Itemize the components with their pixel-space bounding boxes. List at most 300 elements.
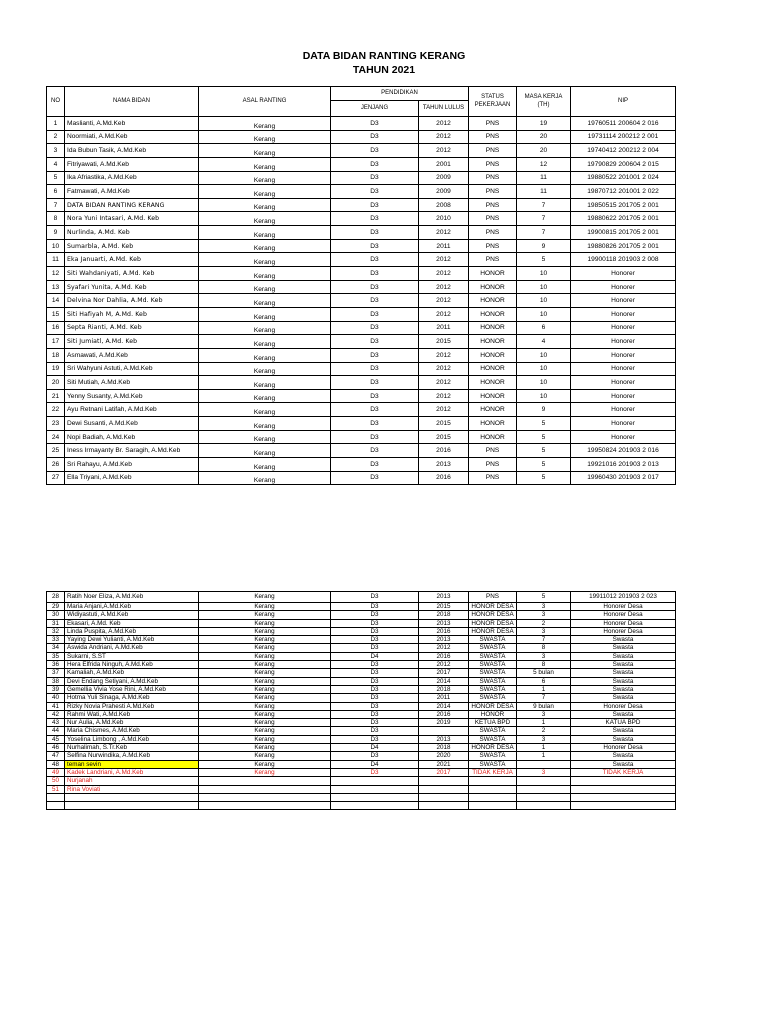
cell-tahun-lulus: 2013 bbox=[419, 636, 469, 644]
cell-nip: 19960430 201903 2 017 bbox=[571, 471, 676, 485]
cell-jenjang: D3 bbox=[331, 430, 419, 444]
cell-masa-kerja: 5 bbox=[517, 430, 571, 444]
cell-tahun-lulus: 2015 bbox=[419, 417, 469, 431]
cell-nama-bidan: Dewi Susanti, A.Md.Keb bbox=[65, 417, 199, 431]
table-row bbox=[47, 677, 676, 685]
cell-asal-ranting: Kerang bbox=[199, 321, 331, 335]
cell-status-pekerjaan: HONOR DESA bbox=[469, 611, 517, 619]
cell-asal-ranting: Kerang bbox=[199, 212, 331, 226]
cell-nama-bidan: Linda Puspita, A.Md.Keb bbox=[65, 627, 199, 635]
cell-masa-kerja: 10 bbox=[517, 376, 571, 390]
cell-nip bbox=[571, 785, 676, 793]
cell-masa-kerja: 20 bbox=[517, 144, 571, 158]
cell-nama-bidan: Siti Mutiah, A.Md.Keb bbox=[65, 376, 199, 390]
cell-masa-kerja: 11 bbox=[517, 171, 571, 185]
cell-jenjang: D3 bbox=[331, 267, 419, 281]
cell-nip: Swasta bbox=[571, 685, 676, 693]
cell-status-pekerjaan: SWASTA bbox=[469, 669, 517, 677]
cell-nip: Honorer bbox=[571, 376, 676, 390]
cell-no: 7 bbox=[47, 198, 65, 212]
table-row bbox=[47, 471, 676, 485]
cell-masa-kerja: 8 bbox=[517, 661, 571, 669]
cell-jenjang: D3 bbox=[331, 661, 419, 669]
cell-no: 9 bbox=[47, 226, 65, 240]
header-nip: NIP bbox=[571, 87, 676, 117]
cell-tahun-lulus: 2012 bbox=[419, 267, 469, 281]
cell-status-pekerjaan: HONOR bbox=[469, 294, 517, 308]
cell-asal-ranting bbox=[199, 801, 331, 809]
cell-jenjang: D4 bbox=[331, 760, 419, 768]
cell-status-pekerjaan: HONOR bbox=[469, 710, 517, 718]
cell-tahun-lulus: 2015 bbox=[419, 430, 469, 444]
cell-no: 15 bbox=[47, 307, 65, 321]
cell-nip: Swasta bbox=[571, 752, 676, 760]
cell-nip: Honorer bbox=[571, 417, 676, 431]
cell-status-pekerjaan bbox=[469, 801, 517, 809]
cell-no: 13 bbox=[47, 280, 65, 294]
cell-status-pekerjaan: HONOR bbox=[469, 376, 517, 390]
cell-masa-kerja: 1 bbox=[517, 685, 571, 693]
header-pendidikan: PENDIDIKAN bbox=[331, 87, 469, 101]
cell-asal-ranting: Kerang bbox=[199, 171, 331, 185]
cell-status-pekerjaan: PNS bbox=[469, 471, 517, 485]
cell-masa-kerja: 3 bbox=[517, 627, 571, 635]
cell-nip: 19921016 201903 2 013 bbox=[571, 458, 676, 472]
cell-nip: Swasta bbox=[571, 710, 676, 718]
cell-no: 25 bbox=[47, 444, 65, 458]
cell-nama-bidan: Sukarni, S.ST bbox=[65, 652, 199, 660]
cell-no: 45 bbox=[47, 735, 65, 743]
cell-status-pekerjaan: SWASTA bbox=[469, 644, 517, 652]
cell-jenjang: D3 bbox=[331, 226, 419, 240]
cell-asal-ranting: Kerang bbox=[199, 376, 331, 390]
cell-status-pekerjaan: HONOR bbox=[469, 417, 517, 431]
table-row bbox=[47, 348, 676, 362]
cell-no: 31 bbox=[47, 619, 65, 627]
cell-asal-ranting: Kerang bbox=[199, 239, 331, 253]
table-row bbox=[47, 603, 676, 611]
cell-jenjang: D3 bbox=[331, 239, 419, 253]
cell-jenjang: D4 bbox=[331, 652, 419, 660]
cell-jenjang: D3 bbox=[331, 321, 419, 335]
cell-asal-ranting: Kerang bbox=[199, 702, 331, 710]
cell-nip: TIDAK KERJA bbox=[571, 768, 676, 776]
cell-status-pekerjaan: HONOR bbox=[469, 403, 517, 417]
cell-masa-kerja: 20 bbox=[517, 130, 571, 144]
cell-masa-kerja: 2 bbox=[517, 727, 571, 735]
cell-jenjang: D3 bbox=[331, 444, 419, 458]
table-row bbox=[47, 226, 676, 240]
cell-asal-ranting: Kerang bbox=[199, 130, 331, 144]
cell-no: 2 bbox=[47, 130, 65, 144]
cell-nip: 19880622 201705 2 001 bbox=[571, 212, 676, 226]
cell-asal-ranting: Kerang bbox=[199, 685, 331, 693]
table-row bbox=[47, 785, 676, 793]
cell-nama-bidan: Eka Januarti, A.Md. Keb bbox=[65, 253, 199, 267]
cell-status-pekerjaan: TIDAK KERJA bbox=[469, 768, 517, 776]
cell-nama-bidan: Ella Triyani, A.Md.Keb bbox=[65, 471, 199, 485]
cell-nip: 19900118 201903 2 008 bbox=[571, 253, 676, 267]
cell-no: 21 bbox=[47, 389, 65, 403]
cell-tahun-lulus: 2011 bbox=[419, 694, 469, 702]
cell-tahun-lulus: 2013 bbox=[419, 592, 469, 603]
cell-tahun-lulus: 2014 bbox=[419, 677, 469, 685]
cell-tahun-lulus: 2017 bbox=[419, 768, 469, 776]
cell-jenjang: D3 bbox=[331, 157, 419, 171]
cell-jenjang: D3 bbox=[331, 592, 419, 603]
table-row bbox=[47, 611, 676, 619]
bidan-table-continued bbox=[46, 591, 676, 810]
cell-nip: Honorer bbox=[571, 362, 676, 376]
cell-no: 24 bbox=[47, 430, 65, 444]
table-row bbox=[47, 212, 676, 226]
cell-status-pekerjaan: PNS bbox=[469, 444, 517, 458]
cell-tahun-lulus: 2016 bbox=[419, 652, 469, 660]
cell-nama-bidan: Kadek Landriani, A.Md.Keb bbox=[65, 768, 199, 776]
cell-jenjang: D3 bbox=[331, 117, 419, 131]
cell-asal-ranting: Kerang bbox=[199, 430, 331, 444]
table-row bbox=[47, 685, 676, 693]
cell-nip: Honorer bbox=[571, 430, 676, 444]
cell-nama-bidan: Siti Jumiatl, A.Md. Keb bbox=[65, 335, 199, 349]
cell-nip bbox=[571, 777, 676, 785]
cell-masa-kerja: 3 bbox=[517, 603, 571, 611]
cell-masa-kerja bbox=[517, 760, 571, 768]
cell-nama-bidan: Ayu Retnani Latifah, A.Md.Keb bbox=[65, 403, 199, 417]
cell-status-pekerjaan: SWASTA bbox=[469, 685, 517, 693]
cell-no: 47 bbox=[47, 752, 65, 760]
cell-tahun-lulus: 2012 bbox=[419, 661, 469, 669]
cell-masa-kerja: 1 bbox=[517, 744, 571, 752]
cell-nip: Honorer bbox=[571, 321, 676, 335]
cell-nama-bidan: Rizky Novia Prahesti A.Md.Keb bbox=[65, 702, 199, 710]
cell-jenjang: D3 bbox=[331, 198, 419, 212]
cell-asal-ranting: Kerang bbox=[199, 157, 331, 171]
cell-no: 4 bbox=[47, 157, 65, 171]
cell-nip: Swasta bbox=[571, 652, 676, 660]
cell-jenjang: D3 bbox=[331, 677, 419, 685]
cell-status-pekerjaan: PNS bbox=[469, 198, 517, 212]
cell-asal-ranting: Kerang bbox=[199, 267, 331, 281]
cell-masa-kerja: 3 bbox=[517, 652, 571, 660]
cell-masa-kerja: 5 bbox=[517, 417, 571, 431]
cell-asal-ranting: Kerang bbox=[199, 362, 331, 376]
cell-tahun-lulus: 2012 bbox=[419, 644, 469, 652]
cell-jenjang: D3 bbox=[331, 619, 419, 627]
table-row bbox=[47, 710, 676, 718]
cell-tahun-lulus: 2011 bbox=[419, 321, 469, 335]
cell-no: 12 bbox=[47, 267, 65, 281]
cell-tahun-lulus: 2012 bbox=[419, 403, 469, 417]
cell-tahun-lulus: 2016 bbox=[419, 627, 469, 635]
cell-jenjang: D3 bbox=[331, 669, 419, 677]
cell-nama-bidan: Nopi Badiah, A.Md.Keb bbox=[65, 430, 199, 444]
cell-jenjang: D3 bbox=[331, 694, 419, 702]
header-no: NO bbox=[47, 87, 65, 117]
cell-jenjang: D3 bbox=[331, 253, 419, 267]
cell-jenjang: D3 bbox=[331, 458, 419, 472]
cell-nip: Honorer Desa bbox=[571, 619, 676, 627]
table-row bbox=[47, 752, 676, 760]
cell-asal-ranting: Kerang bbox=[199, 752, 331, 760]
cell-nip: 19731114 200212 2 001 bbox=[571, 130, 676, 144]
table-row bbox=[47, 335, 676, 349]
cell-no: 20 bbox=[47, 376, 65, 390]
cell-no bbox=[47, 801, 65, 809]
cell-status-pekerjaan: PNS bbox=[469, 185, 517, 199]
cell-tahun-lulus: 2012 bbox=[419, 226, 469, 240]
cell-nama-bidan: Sri Rahayu, A.Md.Keb bbox=[65, 458, 199, 472]
cell-masa-kerja: 10 bbox=[517, 348, 571, 362]
cell-nip: Honorer bbox=[571, 294, 676, 308]
cell-asal-ranting: Kerang bbox=[199, 719, 331, 727]
cell-tahun-lulus: 2008 bbox=[419, 198, 469, 212]
cell-tahun-lulus: 2012 bbox=[419, 117, 469, 131]
cell-jenjang: D3 bbox=[331, 362, 419, 376]
cell-nip: 19880826 201705 2 001 bbox=[571, 239, 676, 253]
table-row bbox=[47, 130, 676, 144]
cell-no: 48 bbox=[47, 760, 65, 768]
cell-masa-kerja: 5 bbox=[517, 592, 571, 603]
table-row bbox=[47, 280, 676, 294]
cell-nip: Honorer Desa bbox=[571, 603, 676, 611]
cell-tahun-lulus: 2012 bbox=[419, 144, 469, 158]
cell-jenjang: D3 bbox=[331, 144, 419, 158]
cell-jenjang: D3 bbox=[331, 644, 419, 652]
table-row bbox=[47, 294, 676, 308]
cell-no: 23 bbox=[47, 417, 65, 431]
cell-tahun-lulus: 2020 bbox=[419, 752, 469, 760]
cell-asal-ranting: Kerang bbox=[199, 458, 331, 472]
cell-nip: 19950824 201903 2 016 bbox=[571, 444, 676, 458]
cell-masa-kerja: 1 bbox=[517, 752, 571, 760]
cell-tahun-lulus: 2011 bbox=[419, 239, 469, 253]
cell-masa-kerja: 8 bbox=[517, 644, 571, 652]
cell-asal-ranting: Kerang bbox=[199, 348, 331, 362]
cell-no: 32 bbox=[47, 627, 65, 635]
cell-nama-bidan: Selfina Nurwindika, A.Md.Keb bbox=[65, 752, 199, 760]
cell-jenjang: D3 bbox=[331, 627, 419, 635]
cell-status-pekerjaan bbox=[469, 777, 517, 785]
cell-masa-kerja: 4 bbox=[517, 335, 571, 349]
cell-status-pekerjaan: HONOR bbox=[469, 362, 517, 376]
cell-tahun-lulus: 2018 bbox=[419, 611, 469, 619]
cell-jenjang: D3 bbox=[331, 752, 419, 760]
cell-asal-ranting: Kerang bbox=[199, 677, 331, 685]
cell-jenjang: D3 bbox=[331, 471, 419, 485]
table-row bbox=[47, 253, 676, 267]
cell-status-pekerjaan: SWASTA bbox=[469, 694, 517, 702]
cell-nama-bidan: Rahmi Wati, A.Md.Keb bbox=[65, 710, 199, 718]
table-row bbox=[47, 185, 676, 199]
header-jenjang: JENJANG bbox=[331, 101, 419, 117]
table-row bbox=[47, 376, 676, 390]
table-row bbox=[47, 652, 676, 660]
cell-no: 33 bbox=[47, 636, 65, 644]
cell-nip: Honorer Desa bbox=[571, 627, 676, 635]
cell-jenjang: D3 bbox=[331, 376, 419, 390]
cell-status-pekerjaan: PNS bbox=[469, 592, 517, 603]
cell-status-pekerjaan bbox=[469, 793, 517, 801]
cell-nip: Honorer bbox=[571, 335, 676, 349]
table-row bbox=[47, 417, 676, 431]
cell-masa-kerja: 3 bbox=[517, 710, 571, 718]
cell-no: 10 bbox=[47, 239, 65, 253]
cell-no: 44 bbox=[47, 727, 65, 735]
cell-jenjang: D3 bbox=[331, 171, 419, 185]
cell-asal-ranting: Kerang bbox=[199, 444, 331, 458]
cell-nama-bidan: Maslianti, A.Md.Keb bbox=[65, 117, 199, 131]
table-row bbox=[47, 702, 676, 710]
cell-tahun-lulus: 2010 bbox=[419, 212, 469, 226]
cell-nama-bidan: Hera Elfrida Ninguh, A.Md.Keb bbox=[65, 661, 199, 669]
cell-asal-ranting: Kerang bbox=[199, 417, 331, 431]
table-row bbox=[47, 458, 676, 472]
cell-asal-ranting: Kerang bbox=[199, 389, 331, 403]
cell-tahun-lulus bbox=[419, 793, 469, 801]
cell-jenjang: D3 bbox=[331, 348, 419, 362]
cell-nip: 19760511 200604 2 016 bbox=[571, 117, 676, 131]
cell-tahun-lulus: 2016 bbox=[419, 471, 469, 485]
cell-asal-ranting: Kerang bbox=[199, 760, 331, 768]
cell-nama-bidan: Nurlinda, A.Md. Keb bbox=[65, 226, 199, 240]
cell-no: 8 bbox=[47, 212, 65, 226]
cell-tahun-lulus: 2012 bbox=[419, 253, 469, 267]
cell-no: 46 bbox=[47, 744, 65, 752]
cell-nama-bidan: Nora Yuni Intasari, A.Md. Keb bbox=[65, 212, 199, 226]
cell-jenjang: D3 bbox=[331, 417, 419, 431]
table-row bbox=[47, 719, 676, 727]
cell-status-pekerjaan: HONOR DESA bbox=[469, 627, 517, 635]
table-row bbox=[47, 117, 676, 131]
cell-no: 26 bbox=[47, 458, 65, 472]
cell-masa-kerja: 5 bbox=[517, 444, 571, 458]
document-subtitle: TAHUN 2021 bbox=[352, 64, 416, 76]
cell-no: 28 bbox=[47, 592, 65, 603]
cell-jenjang bbox=[331, 793, 419, 801]
table-row bbox=[47, 321, 676, 335]
cell-asal-ranting: Kerang bbox=[199, 735, 331, 743]
cell-asal-ranting bbox=[199, 777, 331, 785]
cell-no: 22 bbox=[47, 403, 65, 417]
cell-jenjang: D4 bbox=[331, 744, 419, 752]
cell-status-pekerjaan: HONOR bbox=[469, 430, 517, 444]
table-row bbox=[47, 627, 676, 635]
cell-no: 49 bbox=[47, 768, 65, 776]
cell-jenjang: D3 bbox=[331, 185, 419, 199]
cell-nama-bidan: Septa Rianti, A.Md. Keb bbox=[65, 321, 199, 335]
cell-masa-kerja: 10 bbox=[517, 389, 571, 403]
cell-asal-ranting: Kerang bbox=[199, 744, 331, 752]
cell-masa-kerja: 9 bbox=[517, 239, 571, 253]
cell-no: 38 bbox=[47, 677, 65, 685]
cell-no: 5 bbox=[47, 171, 65, 185]
cell-nip: 19911012 201903 2 023 bbox=[571, 592, 676, 603]
cell-tahun-lulus: 2017 bbox=[419, 669, 469, 677]
table-row bbox=[47, 430, 676, 444]
cell-jenjang bbox=[331, 801, 419, 809]
table-row bbox=[47, 735, 676, 743]
cell-tahun-lulus: 2016 bbox=[419, 710, 469, 718]
cell-no: 34 bbox=[47, 644, 65, 652]
cell-asal-ranting: Kerang bbox=[199, 185, 331, 199]
cell-jenjang: D3 bbox=[331, 768, 419, 776]
cell-masa-kerja: 10 bbox=[517, 307, 571, 321]
cell-tahun-lulus: 2018 bbox=[419, 744, 469, 752]
cell-nama-bidan: Nurhalimah, S.Tr.Keb bbox=[65, 744, 199, 752]
table-row bbox=[47, 661, 676, 669]
cell-tahun-lulus: 2018 bbox=[419, 685, 469, 693]
cell-jenjang: D3 bbox=[331, 603, 419, 611]
table-row bbox=[47, 171, 676, 185]
cell-asal-ranting: Kerang bbox=[199, 403, 331, 417]
cell-nip: Honorer bbox=[571, 348, 676, 362]
cell-asal-ranting: Kerang bbox=[199, 611, 331, 619]
cell-masa-kerja: 7 bbox=[517, 212, 571, 226]
cell-nip: Swasta bbox=[571, 644, 676, 652]
cell-jenjang: D3 bbox=[331, 735, 419, 743]
cell-tahun-lulus: 2019 bbox=[419, 719, 469, 727]
cell-masa-kerja: 7 bbox=[517, 226, 571, 240]
cell-tahun-lulus: 2014 bbox=[419, 702, 469, 710]
cell-nip: KATUA BPD bbox=[571, 719, 676, 727]
cell-masa-kerja: 9 bbox=[517, 403, 571, 417]
cell-status-pekerjaan: SWASTA bbox=[469, 636, 517, 644]
cell-masa-kerja: 2 bbox=[517, 619, 571, 627]
cell-no: 27 bbox=[47, 471, 65, 485]
cell-masa-kerja: 11 bbox=[517, 185, 571, 199]
table-row bbox=[47, 267, 676, 281]
table-row bbox=[47, 760, 676, 768]
cell-asal-ranting: Kerang bbox=[199, 144, 331, 158]
cell-asal-ranting: Kerang bbox=[199, 335, 331, 349]
cell-nip: Swasta bbox=[571, 636, 676, 644]
cell-asal-ranting: Kerang bbox=[199, 669, 331, 677]
cell-tahun-lulus: 2001 bbox=[419, 157, 469, 171]
cell-asal-ranting: Kerang bbox=[199, 652, 331, 660]
cell-jenjang: D3 bbox=[331, 636, 419, 644]
cell-nama-bidan: Kamaliah, A.Md.Keb bbox=[65, 669, 199, 677]
header-nama-bidan: NAMA BIDAN bbox=[65, 87, 199, 117]
cell-status-pekerjaan: HONOR bbox=[469, 321, 517, 335]
table-row bbox=[47, 636, 676, 644]
cell-nama-bidan: Widiyastuti, A.Md.Keb bbox=[65, 611, 199, 619]
cell-no: 37 bbox=[47, 669, 65, 677]
cell-nip: 19740412 200212 2 004 bbox=[571, 144, 676, 158]
cell-nama-bidan: Iness Irmayanty Br. Saragih, A.Md.Keb bbox=[65, 444, 199, 458]
cell-status-pekerjaan: HONOR bbox=[469, 335, 517, 349]
cell-asal-ranting: Kerang bbox=[199, 694, 331, 702]
cell-asal-ranting: Kerang bbox=[199, 603, 331, 611]
cell-tahun-lulus: 2013 bbox=[419, 458, 469, 472]
cell-status-pekerjaan: PNS bbox=[469, 171, 517, 185]
cell-status-pekerjaan: SWASTA bbox=[469, 652, 517, 660]
table-row bbox=[47, 669, 676, 677]
cell-nama-bidan bbox=[65, 801, 199, 809]
cell-nama-bidan: Noormiati, A.Md.Keb bbox=[65, 130, 199, 144]
cell-jenjang: D3 bbox=[331, 710, 419, 718]
cell-tahun-lulus bbox=[419, 785, 469, 793]
cell-jenjang: D3 bbox=[331, 727, 419, 735]
cell-no: 36 bbox=[47, 661, 65, 669]
cell-status-pekerjaan bbox=[469, 785, 517, 793]
cell-no: 39 bbox=[47, 685, 65, 693]
table-row bbox=[47, 727, 676, 735]
cell-tahun-lulus bbox=[419, 727, 469, 735]
cell-asal-ranting: Kerang bbox=[199, 226, 331, 240]
cell-no: 19 bbox=[47, 362, 65, 376]
cell-jenjang: D3 bbox=[331, 307, 419, 321]
